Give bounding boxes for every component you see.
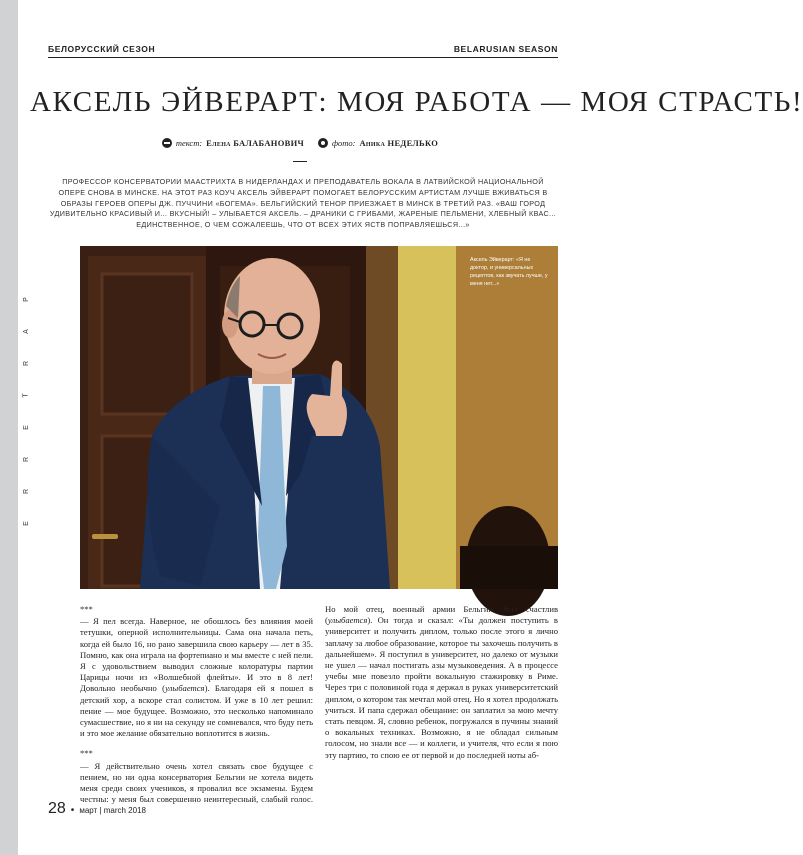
section-separator: *** <box>80 604 93 614</box>
vertical-letter: P <box>23 297 31 302</box>
side-strip <box>0 0 18 855</box>
section-header-left: БЕЛОРУССКИЙ СЕЗОН <box>48 44 156 54</box>
page-number: 28 <box>48 800 66 817</box>
vertical-letter: R <box>23 456 31 463</box>
vertical-letter: E <box>23 425 31 430</box>
section-vertical-label <box>24 296 29 552</box>
photographer-name: Аника НЕДЕЛЬКО <box>359 138 439 148</box>
vertical-letter: E <box>23 521 31 526</box>
photo-credit-label: фото: <box>332 138 356 148</box>
vertical-letter: R <box>23 360 31 367</box>
section-header-right: BELARUSIAN SEASON <box>453 44 558 54</box>
section-header <box>48 44 558 58</box>
article-body <box>80 604 558 810</box>
text-credit-label: текст: <box>175 138 203 148</box>
footer-separator: • <box>70 805 75 816</box>
article-title: АКСЕЛЬ ЭЙВЕРАРТ: МОЯ РАБОТА — МОЯ СТРАСТЬ! <box>30 86 803 118</box>
portrait-photo <box>80 246 558 589</box>
article-lead: ПРОФЕССОР КОНСЕРВАТОРИИ МААСТРИХТА В НИДЕРЛАНДАХ И ПРЕПОДАВАТЕЛЬ ВОКАЛА В ЛАТВИЙСКОЙ НАЦИОНАЛЬНОЙ ОПЕРЕ СНОВА В МИНСКЕ. НА ЭТОТ РАЗ КОУЧ АКСЕЛЬ ЭЙВЕРАРТ ПОМОГАЕТ БЕЛОРУССКИМ АРТИСТАМ ЛУЧШЕ ВЖИВАТЬСЯ В ОБРАЗЫ ГЕРОЕВ ОПЕРЫ ДЖ. ПУЧЧИНИ «БОГЕМА». БЕЛЬГИЙСКИЙ ТЕНОР ПРИЕЗЖАЕТ В МИНСК В ТРЕТИЙ РАЗ. «ВАШ ГОРОД УДИВИТЕЛЬНО КРАСИВЫЙ И... ВКУСНЫЙ! – УЛЫБАЕТСЯ АКСЕЛЬ. – ДРАНИКИ С ГРИБАМИ, ЖАРЕНЫЕ ПЕЛЬМЕНИ, ХЛЕБНЫЙ КВАС... ЕДИНСТВЕННОЕ, О ЧЕМ СОЖАЛЕЕШЬ, ЧТО ОТ ВСЕХ ЭТИХ ЯСТВ ПОПРАВЛЯЕШЬСЯ...» <box>49 177 557 230</box>
section-separator: *** <box>80 748 93 759</box>
body-paragraph: — Я действительно очень хотел связать свое будущее с пением, но ни одна консерватория Бельгии не хотела видеть меня среди своих учеников, я провалил все экзамены. Будем честны: у меня был совершенно неинтересный, слабый голос. Но мой отец, военный армии Бельгии, был счастлив (улыбается). Он тогда и сказал: «Ты должен поступить в университет и получить диплом, только после этого я лично заплачу за любое образование, которое ты захочешь получить в дальнейшем». Я поступил в университет, но далеко от музыки не ушел — начал постигать азы музыковедения. А в процессе учебы мне повезло пройти вокальную стажировку в Риме. Через три с половиной года я держал в руках университетский диплом, о котором так мечтал мой отец. Но я хотел продолжать учиться. И папа сдержал обещание: он заплатил за мою мечту стать певцом. Я, словно ребенок, погружался в пучины знаний о вокальных техниках. Возможно, я не обладал сильным голосом, но знали все — и коллеги, и учителя, что если я пою эту партию, то спою ее от первой и до последней ноты аб- <box>80 604 558 805</box>
vertical-letter: R <box>23 488 31 495</box>
photo-caption: Аксель Эйверарт: «Я не доктор, и универсальных рецептов, как звучать лучше, у меня нет...» <box>470 257 548 287</box>
issue-date: март | march 2018 <box>79 806 146 815</box>
page-footer <box>48 800 146 818</box>
body-paragraph: — Я пел всегда. Наверное, не обошлось без влияния моей тетушки, оперной исполнительницы. Сама она начала петь, когда ей было 16, но рано завершила свою карьеру — лет в 35. Помню, как она играла на фортепиано и мы вместе с ней пели. Я с удовольствием выводил сложные колоратуры партии Царицы ночи из «Волшебной флейты». И это в 8 лет! Довольно необычно (улыбается). Благодаря ей я пошел в детский хор, а вскоре стал солистом. И уже в 10 лет решил: пение — мое будущее. Возможно, это несколько напоминало сумасшествие, но я ни на секунду не сомневался, что буду петь и это мое желание обязательно воплотится в жизнь. <box>80 616 314 739</box>
author-name: Елена БАЛАБАНОВИЧ <box>206 138 305 148</box>
title-divider <box>293 161 307 162</box>
vertical-letter: T <box>23 393 31 398</box>
camera-icon <box>318 138 328 148</box>
vertical-letter: A <box>23 329 31 334</box>
article-photo <box>80 246 558 589</box>
article-credits <box>0 138 600 148</box>
pen-icon <box>162 138 172 148</box>
